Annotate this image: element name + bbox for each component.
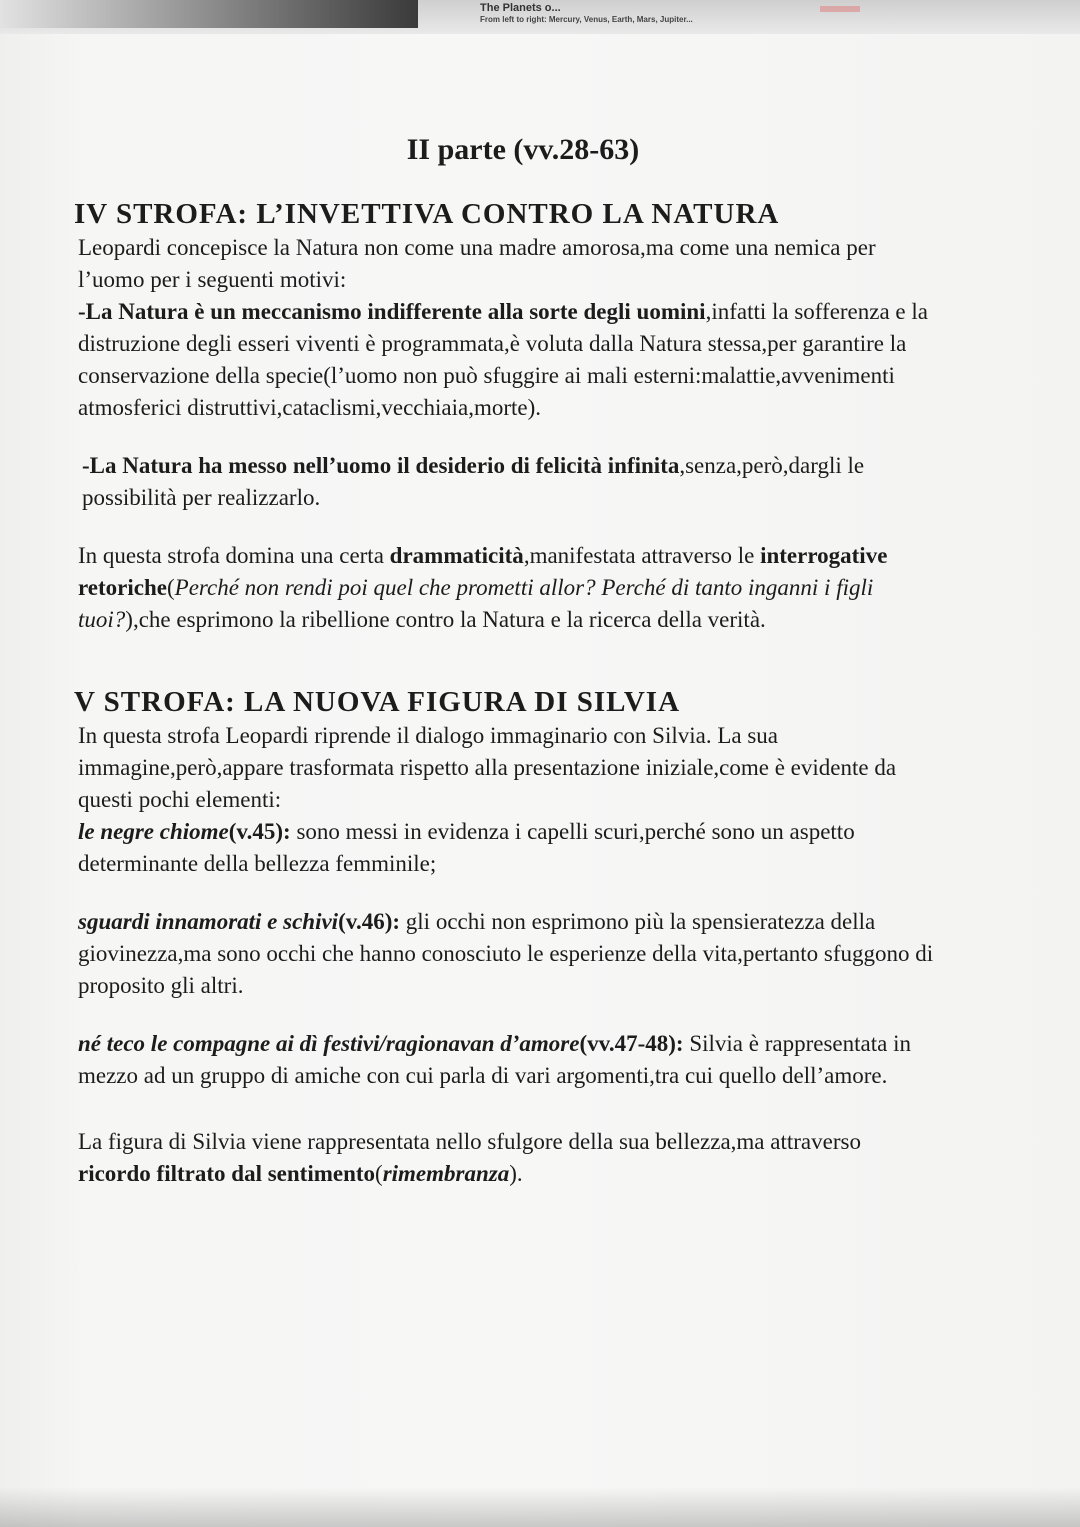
item3-quote: né teco le compagne ai dì festivi/ragionavan d’amore [78,1031,580,1056]
section4-point1-rest: ,infatti la sofferenza e la distruzione degli esseri viventi è programmata,è voluta dalla Natura stessa,per garantire la conservazione della specie(l’uomo non può sfuggire ai mali esterni:malattie,avvenimenti atmosferici distruttivi,cataclismi,vecchiaia,morte). [78,299,928,420]
para3-text-g: ),che esprimono la ribellione contro la Natura e la ricerca della verità. [125,607,766,632]
final-bold-ricordo: ricordo filtrato dal sentimento [78,1161,376,1186]
section5-item2 [78,906,938,1002]
section4-para3 [78,540,938,636]
para3-text-a: In questa strofa domina una certa [78,543,390,568]
item2-ref: (v.46): [338,909,401,934]
document-content [74,130,938,1190]
final-text-a: La figura di Silvia viene rappresentata nello sfulgore della sua bellezza,ma attraverso [78,1129,861,1154]
section4-point1-bold: -La Natura è un meccanismo indifferente alla sorte degli uomini [78,299,706,324]
section4-point2-bold: -La Natura ha messo nell’uomo il desiderio di felicità infinita [82,453,680,478]
section5-item1 [78,816,938,880]
section4-heading: IV STROFA: L’INVETTIVA CONTRO LA NATURA [74,198,780,230]
section5-item3 [78,1028,938,1092]
header-strip-line2: From left to right: Mercury, Venus, Earth, Mars, Jupiter... [480,15,693,24]
scan-bottom-shadow [0,1487,1080,1527]
para3-text-c: ,manifestata attraverso le [523,543,761,568]
section4-point2-rest: ,senza,però,dargli le possibilità per realizzarlo. [82,453,865,510]
para3-paren-open: ( [166,575,175,600]
item3-text: Silvia è rappresentata in mezzo ad un gruppo di amiche con cui parla di vari argomenti,tra cui quello dell’amore. [78,1031,911,1088]
dark-scan-edge [0,0,418,28]
final-italic-rimembranza: rimembranza [382,1161,510,1186]
section5-heading: V STROFA: LA NUOVA FIGURA DI SILVIA [74,686,681,718]
red-mark [820,6,860,12]
para3-italic-quote: Perché non rendi poi quel che prometti allor? Perché di tanto inganni i figli tuoi? [78,575,874,632]
section4-intro: Leopardi concepisce la Natura non come una madre amorosa,ma come una nemica per l’uomo per i seguenti motivi: [78,235,876,292]
page-title: II parte (vv.28-63) [406,133,640,166]
final-paren-close: ). [509,1161,523,1186]
item1-quote: le negre chiome [78,819,229,844]
section4-point1 [78,296,938,424]
para3-bold-drammaticita: drammaticità [389,543,524,568]
header-strip-text [480,2,693,26]
item3-ref: (vv.47-48): [579,1031,684,1056]
item2-text: gli occhi non esprimono più la spensieratezza della giovinezza,ma sono occhi che hanno conosciuto le esperienze della vita,pertanto sfuggono di proposito gli altri. [78,909,934,998]
item1-text: sono messi in evidenza i capelli scuri,perché sono un aspetto determinante della bellezza femminile; [78,819,855,876]
section5-intro: In questa strofa Leopardi riprende il dialogo immaginario con Silvia. La sua immagine,però,appare trasformata rispetto alla presentazione iniziale,come è evidente da questi pochi elementi: [78,723,897,812]
section5-final [78,1126,938,1190]
section4-point2 [78,450,938,514]
final-paren-open: ( [375,1161,383,1186]
item2-quote: sguardi innamorati e schivi [78,909,339,934]
scanned-header-strip [0,0,1080,34]
item1-ref: (v.45): [228,819,291,844]
header-strip-line1: The Planets o... [480,2,561,14]
para3-bold-interrogative: interrogative retoriche [78,543,888,600]
